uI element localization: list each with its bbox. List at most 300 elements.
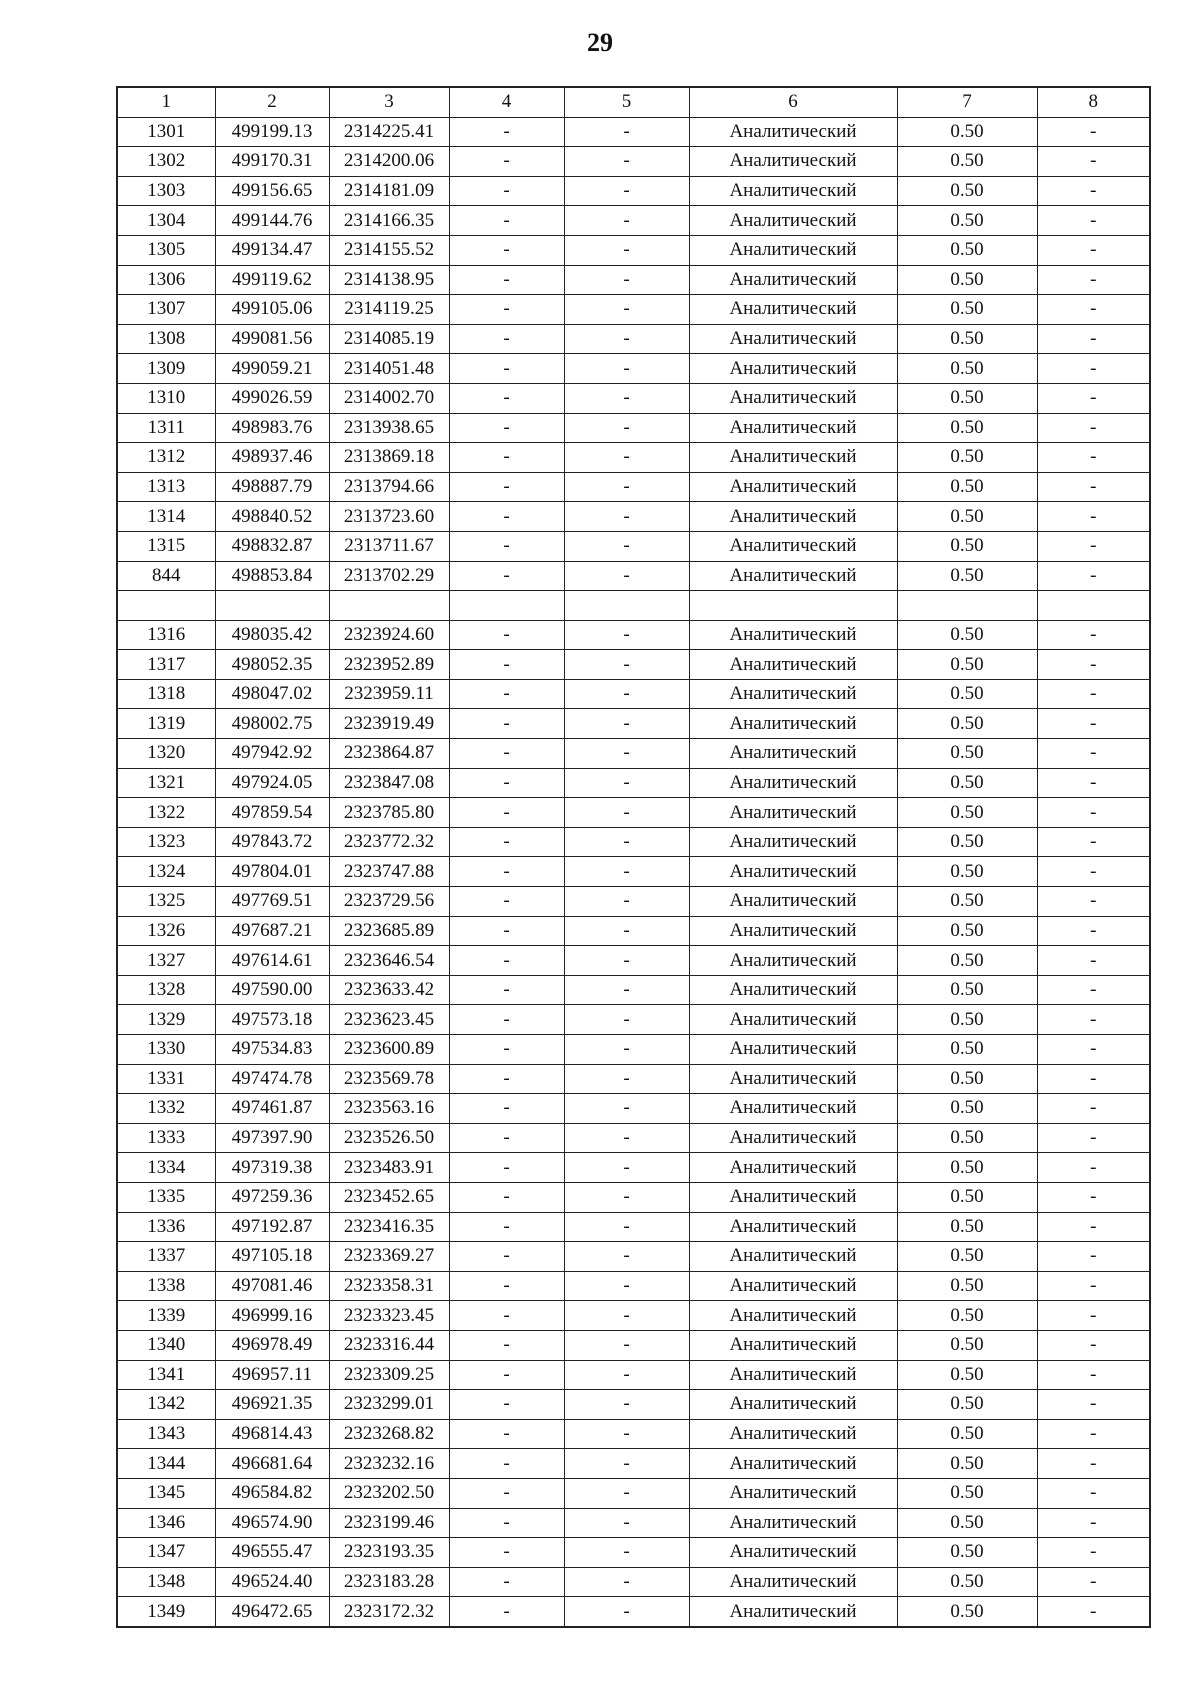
method-cell: Аналитический: [689, 1538, 897, 1568]
col-8-cell: -: [1037, 1035, 1150, 1065]
col-5-cell: -: [564, 946, 689, 976]
col-4-cell: -: [449, 1301, 564, 1331]
method-cell: Аналитический: [689, 561, 897, 591]
coord-y-cell: 2323309.25: [329, 1360, 449, 1390]
method-cell: Аналитический: [689, 383, 897, 413]
col-4-cell: -: [449, 620, 564, 650]
accuracy-cell: 0.50: [897, 1597, 1037, 1627]
point-number-cell: 1340: [117, 1330, 215, 1360]
coord-y-cell: 2323747.88: [329, 857, 449, 887]
point-number-cell: 1323: [117, 827, 215, 857]
point-number-cell: 1332: [117, 1094, 215, 1124]
col-4-cell: -: [449, 709, 564, 739]
col-4-cell: -: [449, 1538, 564, 1568]
method-cell: [689, 591, 897, 621]
col-4-cell: -: [449, 798, 564, 828]
col-8-cell: -: [1037, 1005, 1150, 1035]
col-5-cell: -: [564, 1538, 689, 1568]
col-5-cell: -: [564, 650, 689, 680]
method-cell: Аналитический: [689, 265, 897, 295]
col-5-cell: -: [564, 1182, 689, 1212]
col-8-cell: -: [1037, 1123, 1150, 1153]
col-5-cell: -: [564, 1508, 689, 1538]
col-5-cell: -: [564, 1597, 689, 1627]
table-row: [117, 472, 1150, 502]
coord-x-cell: 498840.52: [215, 502, 329, 532]
table-row: [117, 1567, 1150, 1597]
accuracy-cell: 0.50: [897, 1271, 1037, 1301]
point-number-cell: 1334: [117, 1153, 215, 1183]
col-5-cell: -: [564, 531, 689, 561]
col-4-cell: -: [449, 1242, 564, 1272]
point-number-cell: 1327: [117, 946, 215, 976]
method-cell: Аналитический: [689, 324, 897, 354]
point-number-cell: 1321: [117, 768, 215, 798]
point-number-cell: 1346: [117, 1508, 215, 1538]
point-number-cell: 1320: [117, 739, 215, 769]
table-row: [117, 1419, 1150, 1449]
method-cell: Аналитический: [689, 887, 897, 917]
col-5-cell: -: [564, 1153, 689, 1183]
table-row: [117, 679, 1150, 709]
coord-y-cell: 2323952.89: [329, 650, 449, 680]
accuracy-cell: 0.50: [897, 1064, 1037, 1094]
coord-y-cell: 2323316.44: [329, 1330, 449, 1360]
table-row: [117, 650, 1150, 680]
col-4-cell: -: [449, 887, 564, 917]
accuracy-cell: 0.50: [897, 206, 1037, 236]
col-8-cell: -: [1037, 1271, 1150, 1301]
accuracy-cell: 0.50: [897, 324, 1037, 354]
col-4-cell: -: [449, 265, 564, 295]
col-4-cell: -: [449, 1330, 564, 1360]
col-5-cell: -: [564, 443, 689, 473]
accuracy-cell: 0.50: [897, 1094, 1037, 1124]
coord-y-cell: 2323323.45: [329, 1301, 449, 1331]
col-8-cell: -: [1037, 946, 1150, 976]
method-cell: Аналитический: [689, 502, 897, 532]
column-header: 8: [1037, 87, 1150, 117]
point-number-cell: 1317: [117, 650, 215, 680]
col-5-cell: -: [564, 561, 689, 591]
point-number-cell: 1322: [117, 798, 215, 828]
table-row: [117, 1360, 1150, 1390]
coord-y-cell: 2323202.50: [329, 1478, 449, 1508]
coord-x-cell: 499059.21: [215, 354, 329, 384]
method-cell: Аналитический: [689, 295, 897, 325]
table-row: [117, 502, 1150, 532]
accuracy-cell: 0.50: [897, 1508, 1037, 1538]
method-cell: Аналитический: [689, 206, 897, 236]
coord-x-cell: 497534.83: [215, 1035, 329, 1065]
method-cell: Аналитический: [689, 916, 897, 946]
accuracy-cell: 0.50: [897, 472, 1037, 502]
coord-x-cell: 496978.49: [215, 1330, 329, 1360]
col-5-cell: -: [564, 1301, 689, 1331]
col-8-cell: -: [1037, 117, 1150, 147]
coord-x-cell: 498983.76: [215, 413, 329, 443]
accuracy-cell: 0.50: [897, 739, 1037, 769]
method-cell: Аналитический: [689, 679, 897, 709]
col-5-cell: -: [564, 502, 689, 532]
col-8-cell: -: [1037, 1153, 1150, 1183]
col-8-cell: -: [1037, 235, 1150, 265]
col-5-cell: -: [564, 147, 689, 177]
method-cell: Аналитический: [689, 946, 897, 976]
col-8-cell: -: [1037, 679, 1150, 709]
table-row: [117, 946, 1150, 976]
coord-y-cell: 2323193.35: [329, 1538, 449, 1568]
table-row: [117, 1478, 1150, 1508]
col-8-cell: -: [1037, 1242, 1150, 1272]
col-4-cell: -: [449, 561, 564, 591]
coord-y-cell: 2323919.49: [329, 709, 449, 739]
table-row: [117, 975, 1150, 1005]
col-5-cell: -: [564, 1360, 689, 1390]
col-4-cell: -: [449, 1567, 564, 1597]
col-8-cell: -: [1037, 413, 1150, 443]
col-4-cell: -: [449, 206, 564, 236]
point-number-cell: [117, 591, 215, 621]
accuracy-cell: 0.50: [897, 1449, 1037, 1479]
col-8-cell: -: [1037, 1212, 1150, 1242]
table-row: [117, 1123, 1150, 1153]
table-row: [117, 1064, 1150, 1094]
column-header: 1: [117, 87, 215, 117]
point-number-cell: 1348: [117, 1567, 215, 1597]
accuracy-cell: 0.50: [897, 502, 1037, 532]
coord-y-cell: 2313711.67: [329, 531, 449, 561]
coord-y-cell: 2323847.08: [329, 768, 449, 798]
coord-y-cell: 2323452.65: [329, 1182, 449, 1212]
table-row: [117, 798, 1150, 828]
col-5-cell: -: [564, 1005, 689, 1035]
col-4-cell: -: [449, 1035, 564, 1065]
col-5-cell: -: [564, 798, 689, 828]
method-cell: Аналитический: [689, 1035, 897, 1065]
method-cell: Аналитический: [689, 1271, 897, 1301]
method-cell: Аналитический: [689, 1301, 897, 1331]
coord-y-cell: 2314138.95: [329, 265, 449, 295]
coord-y-cell: 2323623.45: [329, 1005, 449, 1035]
col-4-cell: -: [449, 147, 564, 177]
table-row: [117, 916, 1150, 946]
col-5-cell: -: [564, 354, 689, 384]
point-number-cell: 1335: [117, 1182, 215, 1212]
col-5-cell: -: [564, 1478, 689, 1508]
point-number-cell: 1311: [117, 413, 215, 443]
table-row: [117, 176, 1150, 206]
col-4-cell: [449, 591, 564, 621]
accuracy-cell: 0.50: [897, 413, 1037, 443]
accuracy-cell: 0.50: [897, 1153, 1037, 1183]
accuracy-cell: 0.50: [897, 679, 1037, 709]
method-cell: Аналитический: [689, 857, 897, 887]
method-cell: Аналитический: [689, 1478, 897, 1508]
coord-y-cell: 2313794.66: [329, 472, 449, 502]
table-row: [117, 147, 1150, 177]
coord-y-cell: 2323864.87: [329, 739, 449, 769]
accuracy-cell: 0.50: [897, 1182, 1037, 1212]
accuracy-cell: 0.50: [897, 857, 1037, 887]
accuracy-cell: 0.50: [897, 887, 1037, 917]
col-4-cell: -: [449, 1508, 564, 1538]
coord-x-cell: 499026.59: [215, 383, 329, 413]
col-4-cell: -: [449, 1390, 564, 1420]
accuracy-cell: 0.50: [897, 650, 1037, 680]
method-cell: Аналитический: [689, 709, 897, 739]
accuracy-cell: 0.50: [897, 531, 1037, 561]
col-5-cell: -: [564, 1449, 689, 1479]
coord-y-cell: 2314181.09: [329, 176, 449, 206]
coord-x-cell: 498853.84: [215, 561, 329, 591]
point-number-cell: 1329: [117, 1005, 215, 1035]
accuracy-cell: 0.50: [897, 1360, 1037, 1390]
coord-y-cell: 2314119.25: [329, 295, 449, 325]
col-5-cell: -: [564, 975, 689, 1005]
table-row: [117, 383, 1150, 413]
accuracy-cell: [897, 591, 1037, 621]
col-4-cell: -: [449, 1153, 564, 1183]
coord-x-cell: 497573.18: [215, 1005, 329, 1035]
col-4-cell: -: [449, 383, 564, 413]
point-number-cell: 1301: [117, 117, 215, 147]
method-cell: Аналитический: [689, 1123, 897, 1153]
coord-x-cell: 497614.61: [215, 946, 329, 976]
point-number-cell: 1342: [117, 1390, 215, 1420]
col-4-cell: -: [449, 1419, 564, 1449]
col-8-cell: -: [1037, 1508, 1150, 1538]
point-number-cell: 1305: [117, 235, 215, 265]
coord-y-cell: 2323633.42: [329, 975, 449, 1005]
accuracy-cell: 0.50: [897, 443, 1037, 473]
coord-y-cell: 2314166.35: [329, 206, 449, 236]
coord-y-cell: 2323369.27: [329, 1242, 449, 1272]
accuracy-cell: 0.50: [897, 176, 1037, 206]
coord-x-cell: 499199.13: [215, 117, 329, 147]
coord-x-cell: 498035.42: [215, 620, 329, 650]
coord-x-cell: 496555.47: [215, 1538, 329, 1568]
coord-x-cell: 498937.46: [215, 443, 329, 473]
coord-x-cell: 499134.47: [215, 235, 329, 265]
accuracy-cell: 0.50: [897, 827, 1037, 857]
coord-x-cell: 497687.21: [215, 916, 329, 946]
col-5-cell: [564, 591, 689, 621]
point-number-cell: 1313: [117, 472, 215, 502]
coord-y-cell: 2314155.52: [329, 235, 449, 265]
point-number-cell: 1319: [117, 709, 215, 739]
point-number-cell: 1344: [117, 1449, 215, 1479]
col-5-cell: -: [564, 206, 689, 236]
point-number-cell: 1315: [117, 531, 215, 561]
method-cell: Аналитический: [689, 1449, 897, 1479]
col-4-cell: -: [449, 1597, 564, 1627]
table-row: [117, 1271, 1150, 1301]
col-5-cell: -: [564, 1064, 689, 1094]
point-number-cell: 1304: [117, 206, 215, 236]
coord-x-cell: 496472.65: [215, 1597, 329, 1627]
col-8-cell: -: [1037, 620, 1150, 650]
point-number-cell: 1328: [117, 975, 215, 1005]
table-row: [117, 1330, 1150, 1360]
col-4-cell: -: [449, 1094, 564, 1124]
accuracy-cell: 0.50: [897, 620, 1037, 650]
coord-y-cell: 2323483.91: [329, 1153, 449, 1183]
point-number-cell: 1310: [117, 383, 215, 413]
col-8-cell: -: [1037, 1064, 1150, 1094]
table-row: [117, 1035, 1150, 1065]
accuracy-cell: 0.50: [897, 1242, 1037, 1272]
column-header: 2: [215, 87, 329, 117]
accuracy-cell: 0.50: [897, 265, 1037, 295]
point-number-cell: 1338: [117, 1271, 215, 1301]
col-5-cell: -: [564, 1035, 689, 1065]
coord-y-cell: 2323569.78: [329, 1064, 449, 1094]
point-number-cell: 1326: [117, 916, 215, 946]
col-8-cell: -: [1037, 857, 1150, 887]
accuracy-cell: 0.50: [897, 1301, 1037, 1331]
coord-x-cell: 497081.46: [215, 1271, 329, 1301]
col-4-cell: -: [449, 1478, 564, 1508]
coord-x-cell: 498052.35: [215, 650, 329, 680]
col-8-cell: -: [1037, 443, 1150, 473]
method-cell: Аналитический: [689, 1212, 897, 1242]
table-row: [117, 1449, 1150, 1479]
point-number-cell: 1339: [117, 1301, 215, 1331]
coord-x-cell: 498047.02: [215, 679, 329, 709]
col-4-cell: -: [449, 946, 564, 976]
column-header: 4: [449, 87, 564, 117]
point-number-cell: 1345: [117, 1478, 215, 1508]
col-4-cell: -: [449, 768, 564, 798]
col-4-cell: -: [449, 176, 564, 206]
table-header-row: [117, 87, 1150, 117]
point-number-cell: 1337: [117, 1242, 215, 1272]
method-cell: Аналитический: [689, 531, 897, 561]
accuracy-cell: 0.50: [897, 1478, 1037, 1508]
col-5-cell: -: [564, 1390, 689, 1420]
coord-x-cell: 496814.43: [215, 1419, 329, 1449]
accuracy-cell: 0.50: [897, 147, 1037, 177]
coord-y-cell: 2314085.19: [329, 324, 449, 354]
col-8-cell: -: [1037, 1478, 1150, 1508]
col-4-cell: -: [449, 857, 564, 887]
accuracy-cell: 0.50: [897, 709, 1037, 739]
col-8-cell: -: [1037, 354, 1150, 384]
column-header: 5: [564, 87, 689, 117]
coord-x-cell: 497397.90: [215, 1123, 329, 1153]
method-cell: Аналитический: [689, 235, 897, 265]
col-5-cell: -: [564, 383, 689, 413]
col-8-cell: -: [1037, 1301, 1150, 1331]
coord-y-cell: 2323183.28: [329, 1567, 449, 1597]
col-8-cell: -: [1037, 1330, 1150, 1360]
table-row: [117, 1242, 1150, 1272]
col-4-cell: -: [449, 975, 564, 1005]
col-5-cell: -: [564, 235, 689, 265]
coord-x-cell: 496957.11: [215, 1360, 329, 1390]
col-5-cell: -: [564, 1330, 689, 1360]
col-4-cell: -: [449, 1212, 564, 1242]
coord-y-cell: 2323268.82: [329, 1419, 449, 1449]
col-5-cell: -: [564, 1419, 689, 1449]
table-row: [117, 1005, 1150, 1035]
point-number-cell: 1318: [117, 679, 215, 709]
table-row: [117, 857, 1150, 887]
accuracy-cell: 0.50: [897, 1330, 1037, 1360]
coord-y-cell: 2323729.56: [329, 887, 449, 917]
coord-x-cell: [215, 591, 329, 621]
coord-y-cell: 2323563.16: [329, 1094, 449, 1124]
method-cell: Аналитический: [689, 1360, 897, 1390]
col-4-cell: -: [449, 531, 564, 561]
table-row: [117, 1301, 1150, 1331]
accuracy-cell: 0.50: [897, 235, 1037, 265]
col-5-cell: -: [564, 1242, 689, 1272]
col-4-cell: -: [449, 827, 564, 857]
table-row: [117, 206, 1150, 236]
point-number-cell: 1343: [117, 1419, 215, 1449]
col-5-cell: -: [564, 916, 689, 946]
coord-y-cell: 2323299.01: [329, 1390, 449, 1420]
col-5-cell: -: [564, 739, 689, 769]
coord-y-cell: 2323959.11: [329, 679, 449, 709]
coord-x-cell: 497259.36: [215, 1182, 329, 1212]
point-number-cell: 1349: [117, 1597, 215, 1627]
table-row: [117, 739, 1150, 769]
coord-x-cell: 496524.40: [215, 1567, 329, 1597]
coord-y-cell: 2313702.29: [329, 561, 449, 591]
table-row: [117, 1390, 1150, 1420]
col-5-cell: -: [564, 472, 689, 502]
coord-y-cell: 2323600.89: [329, 1035, 449, 1065]
col-5-cell: -: [564, 857, 689, 887]
accuracy-cell: 0.50: [897, 561, 1037, 591]
coord-y-cell: 2323646.54: [329, 946, 449, 976]
method-cell: Аналитический: [689, 1390, 897, 1420]
point-number-cell: 1314: [117, 502, 215, 532]
col-5-cell: -: [564, 709, 689, 739]
col-4-cell: -: [449, 443, 564, 473]
col-8-cell: -: [1037, 324, 1150, 354]
method-cell: Аналитический: [689, 975, 897, 1005]
table-row: [117, 591, 1150, 621]
col-8-cell: -: [1037, 887, 1150, 917]
coord-y-cell: [329, 591, 449, 621]
col-8-cell: -: [1037, 768, 1150, 798]
col-8-cell: -: [1037, 206, 1150, 236]
table-row: [117, 1182, 1150, 1212]
coord-x-cell: 497192.87: [215, 1212, 329, 1242]
col-5-cell: -: [564, 1271, 689, 1301]
coord-x-cell: 497319.38: [215, 1153, 329, 1183]
method-cell: Аналитический: [689, 176, 897, 206]
col-4-cell: -: [449, 1005, 564, 1035]
col-4-cell: -: [449, 739, 564, 769]
method-cell: Аналитический: [689, 739, 897, 769]
method-cell: Аналитический: [689, 650, 897, 680]
accuracy-cell: 0.50: [897, 798, 1037, 828]
method-cell: Аналитический: [689, 768, 897, 798]
coord-y-cell: 2323785.80: [329, 798, 449, 828]
method-cell: Аналитический: [689, 443, 897, 473]
accuracy-cell: 0.50: [897, 383, 1037, 413]
col-8-cell: -: [1037, 1567, 1150, 1597]
method-cell: Аналитический: [689, 798, 897, 828]
method-cell: Аналитический: [689, 827, 897, 857]
point-number-cell: 1306: [117, 265, 215, 295]
table-row: [117, 295, 1150, 325]
